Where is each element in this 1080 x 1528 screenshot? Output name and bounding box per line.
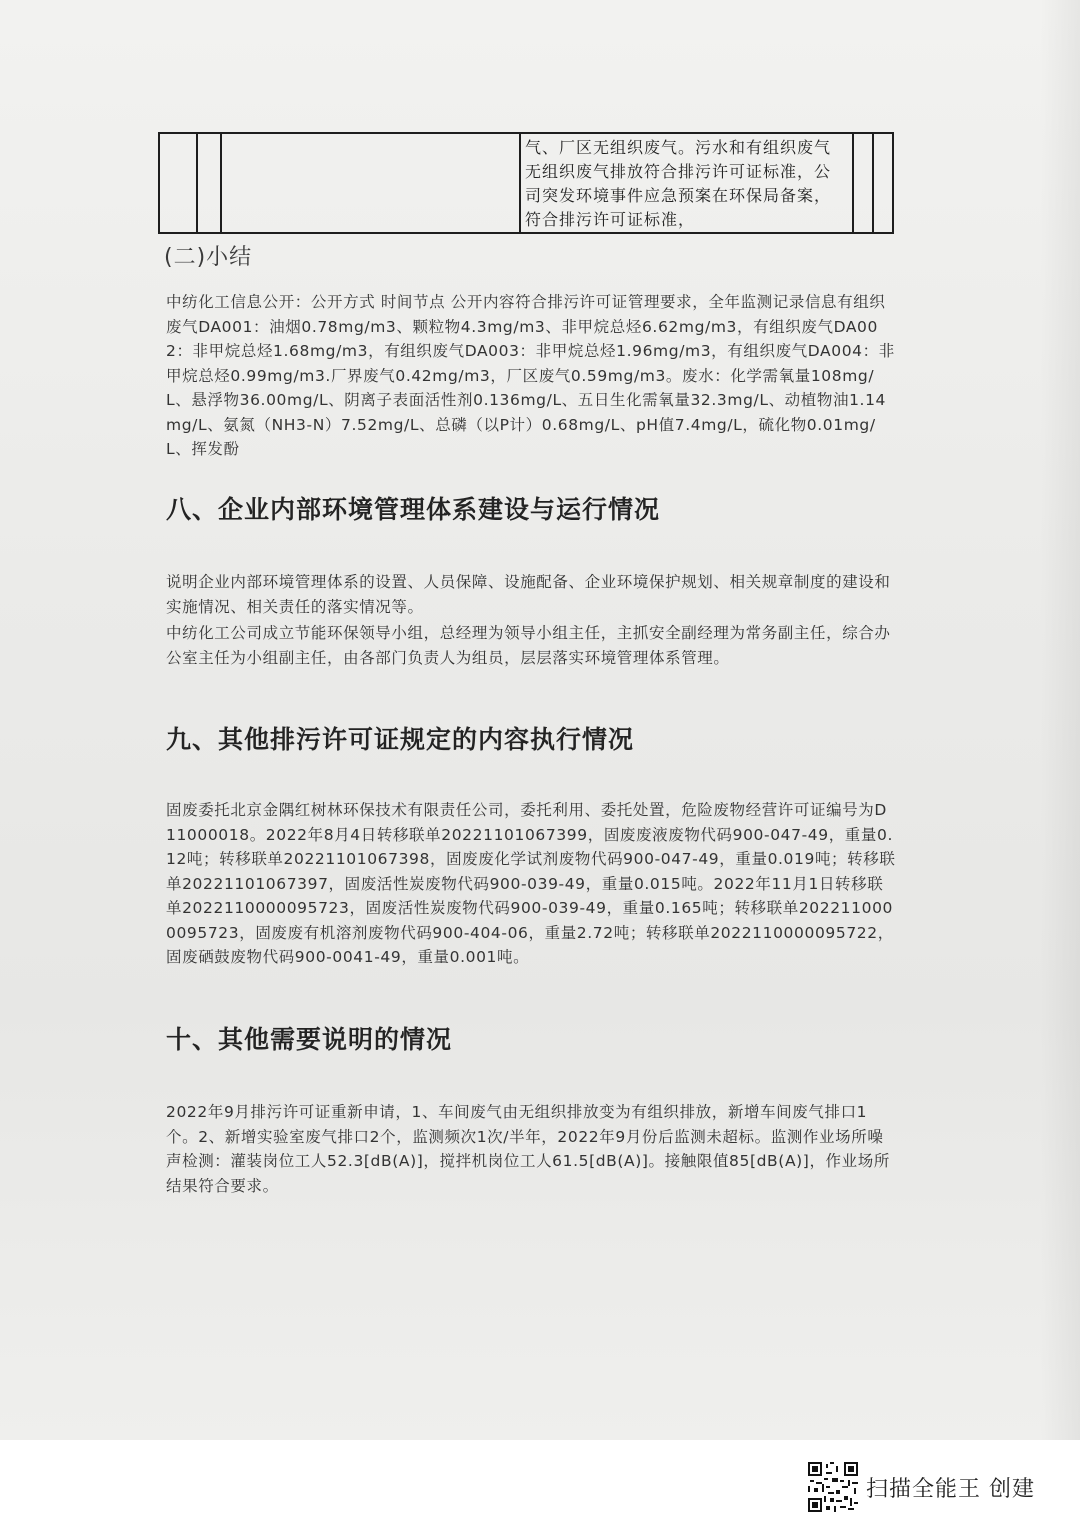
scanner-watermark	[808, 1462, 1035, 1512]
section-8-paragraph-2: 中纺化工公司成立节能环保领导小组，总经理为领导小组主任，主抓安全副经理为常务副主任，综合办公室主任为小组副主任，由各部门负责人为组员，层层落实环境管理体系管理。	[166, 624, 891, 667]
section-9-heading: 九、其他排污许可证规定的内容执行情况	[166, 725, 635, 754]
section-10-heading: 十、其他需要说明的情况	[166, 1025, 453, 1054]
section-9-paragraph: 固废委托北京金隅红树林环保技术有限责任公司，委托利用、委托处置，危险废物经营许可证编号为D11000018。2022年8月4日转移联单20221101067399，固废废液废物代码900-047-49，重量0.12吨；转移联单20221101067398，固废废化学试剂废物代码900-047-49，重量0.019吨；转移联单20221101067397，固废活性炭废物代码900-039-49，重量0.015吨。2022年11月1日转移联单2022110000095723，固废活性炭废物代码900-039-49，重量0.165吨；转移联单2022110000095723，固废废有机溶剂废物代码900-404-06，重量2.72吨；转移联单2022110000095722，固废硒鼓废物代码900-0041-49，重量0.001吨。	[166, 801, 896, 966]
table-cell-5	[853, 133, 873, 233]
table-cell-3	[221, 133, 520, 233]
table-cell-content: 气、厂区无组织废气。污水和有组织废气无组织废气排放符合排污许可证标准，公司突发环境事件应急预案在环保局备案，符合排污许可证标准，	[524, 138, 831, 229]
table-cell-text	[520, 133, 853, 233]
summary-heading: (二)小结	[164, 245, 253, 270]
section-8-heading: 八、企业内部环境管理体系建设与运行情况	[166, 495, 661, 524]
qr-code-icon	[808, 1462, 858, 1512]
summary-paragraph: 中纺化工信息公开：公开方式 时间节点 公开内容符合排污许可证管理要求，全年监测记录信息有组织废气DA001：油烟0.78mg/m3、颗粒物4.3mg/m3、非甲烷总烃6.62mg/m3，有组织废气DA002：非甲烷总烃1.68mg/m3，有组织废气DA003：非甲烷总烃1.96mg/m3，有组织废气DA004：非甲烷总烃0.99mg/m3.厂界废气0.42mg/m3，厂区废气0.59mg/m3。废水：化学需氧量108mg/L、悬浮物36.00mg/L、阴离子表面活性剂0.136mg/L、五日生化需氧量32.3mg/L、动植物油1.14mg/L、氨氮（NH3-N）7.52mg/L、总磷（以P计）0.68mg/L、pH值7.4mg/L，硫化物0.01mg/L、挥发酚	[166, 293, 895, 458]
scanner-label: 扫描全能王 创建	[866, 1476, 1035, 1502]
table-cell-6	[873, 133, 893, 233]
table-row	[159, 133, 893, 233]
page-edge-shadow	[1040, 0, 1080, 1440]
table-cell-2	[197, 133, 221, 233]
section-8-paragraph-1: 说明企业内部环境管理体系的设置、人员保障、设施配备、企业环境保护规划、相关规章制度的建设和实施情况、相关责任的落实情况等。	[166, 573, 891, 616]
table-fragment	[158, 132, 894, 234]
table-cell-1	[159, 133, 197, 233]
section-10-paragraph: 2022年9月排污许可证重新申请，1、车间废气由无组织排放变为有组织排放，新增车间废气排口1个。2、新增实验室废气排口2个，监测频次1次/半年，2022年9月份后监测未超标。监测作业场所噪声检测：灌装岗位工人52.3[dB(A)]，搅拌机岗位工人61.5[dB(A)]。接触限值85[dB(A)]，作业场所结果符合要求。	[166, 1103, 890, 1195]
